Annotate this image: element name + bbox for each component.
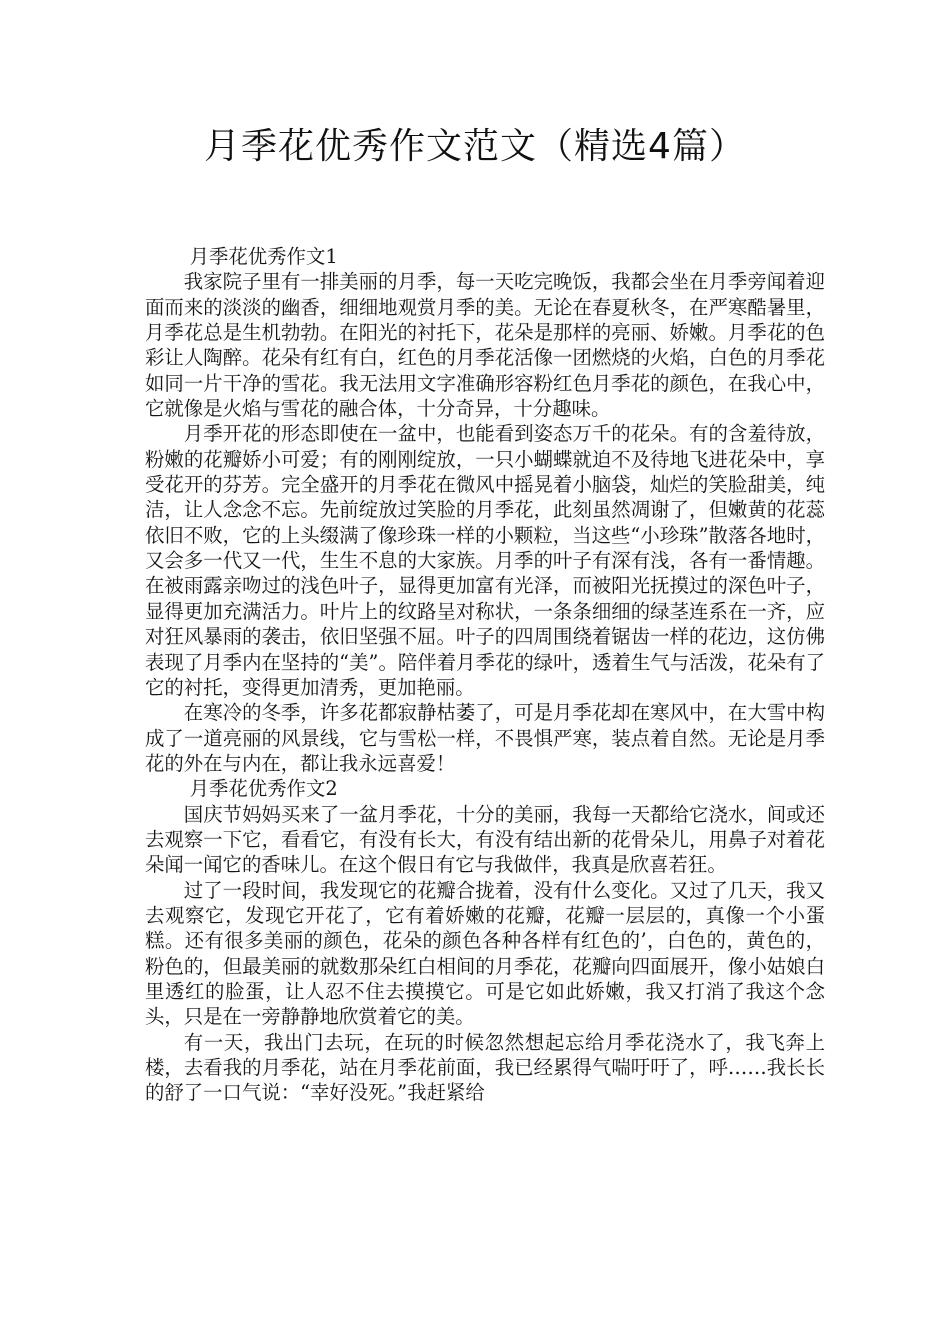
body-paragraph: 国庆节妈妈买来了一盆月季花，十分的美丽，我每一天都给它浇水，间或还去观察一下它，看看它，有没有长大，有没有结出新的花骨朵儿，用鼻子对着花朵闻一闻它的香味儿。在这个假日有它与我做伴，我真是欣喜若狂。	[145, 802, 825, 877]
document-title: 月季花优秀作文范文（精选4篇）	[204, 126, 746, 167]
section-heading: 月季花优秀作文2	[189, 777, 338, 801]
section-heading: 月季花优秀作文1	[189, 245, 338, 268]
body-paragraph: 有一天，我出门去玩，在玩的时候忽然想起忘给月季花浇水了，我飞奔上楼，去看我的月季花，站在月季花前面，我已经累得气喘吁吁了，呼……我长长的舒了一口气说：“幸好没死。”我赶紧给	[145, 1030, 825, 1105]
body-paragraph: 我家院子里有一排美丽的月季，每一天吃完晚饭，我都会坐在月季旁闻着迎面而来的淡淡的幽香，细细地观赏月季的美。无论在春夏秋冬，在严寒酷暑里，月季花总是生机勃勃。在阳光的衬托下，花朵是那样的亮丽、娇嫩。月季花的色彩让人陶醉。花朵有红有白，红色的月季花活像一团燃烧的火焰，白色的月季花如同一片干净的雪花。我无法用文字准确形容粉红色月季花的颜色，在我心中，它就像是火焰与雪花的融合体，十分奇异，十分趣味。	[145, 270, 825, 421]
body-paragraph: 在寒冷的冬季，许多花都寂静枯萎了，可是月季花却在寒风中，在大雪中构成了一道亮丽的风景线，它与雪松一样，不畏惧严寒，装点着自然。无论是月季花的外在与内在，都让我永远喜爱！	[145, 701, 825, 775]
document-body	[145, 244, 825, 1106]
body-paragraph: 过了一段时间，我发现它的花瓣合拢着，没有什么变化。又过了几天，我又去观察它，发现它开花了，它有着娇嫩的花瓣，花瓣一层层的，真像一个小蛋糕。还有很多美丽的颜色，花朵的颜色各种各样有红色的’，白色的，黄色的，粉色的，但最美丽的就数那朵红白相间的月季花，花瓣向四面展开，像小姑娘白里透红的脸蛋，让人忍不住去摸摸它。可是它如此娇嫩，我又打消了我这个念头，只是在一旁静静地欣赏着它的美。	[145, 878, 825, 1029]
body-paragraph: 月季开花的形态即使在一盆中，也能看到姿态万千的花朵。有的含羞待放，粉嫩的花瓣娇小可爱；有的刚刚绽放，一只小蝴蝶就迫不及待地飞进花朵中，享受花开的芬芳。完全盛开的月季花在微风中摇晃着小脑袋，灿烂的笑脸甜美，纯洁，让人念念不忘。先前绽放过笑脸的月季花，此刻虽然凋谢了，但嫩黄的花蕊依旧不败，它的上头缀满了像珍珠一样的小颗粒，当这些“小珍珠”散落各地时，又会多一代又一代，生生不息的大家族。月季的叶子有深有浅，各有一番情趣。在被雨露亲吻过的浅色叶子，显得更加富有光泽，而被阳光抚摸过的深色叶子，显得更加充满活力。叶片上的纹路呈对称状，一条条细细的绿茎连系在一齐，应对狂风暴雨的袭击，依旧坚强不屈。叶子的四周围绕着锯齿一样的花边，这仿佛表现了月季内在坚持的“美”。陪伴着月季花的绿叶，透着生气与活泼，花朵有了它的衬托，变得更加清秀，更加艳丽。	[145, 422, 825, 699]
